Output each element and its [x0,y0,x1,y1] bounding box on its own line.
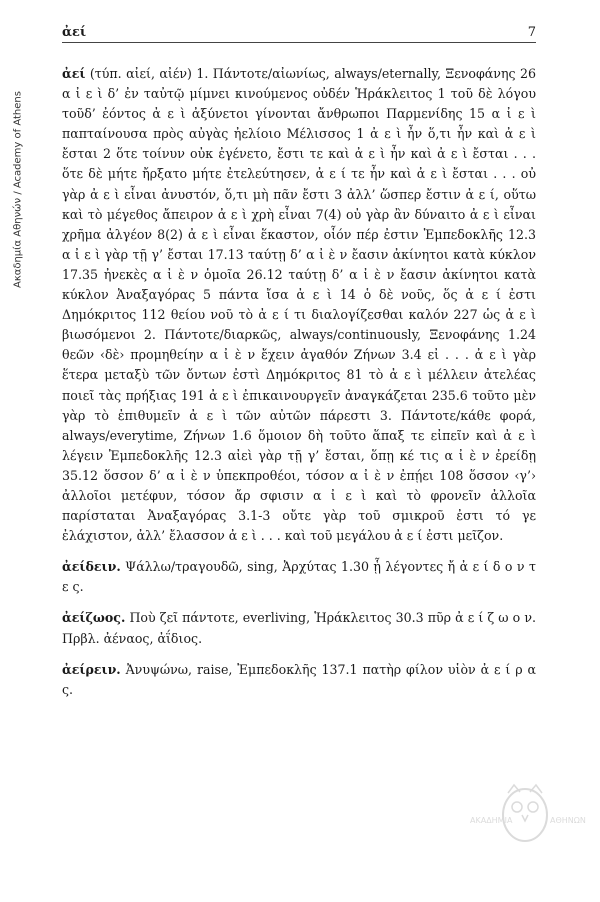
entry-headword: ἀείζωος. [62,610,126,626]
entry-body: Ποὺ ζεῖ πάντοτε, everliving, Ἡράκλειτος 30.3 πῦρ ἀ ε ί ζ ω ο ν. Πρβλ. ἀέναος, ἀΐδιος. [62,610,536,646]
entry-aei [62,64,536,546]
entry-body: Ψάλλω/τραγουδῶ, sing, Ἀρχύτας 1.30 ᾗ λέγοντες ἤ ἀ ε ί δ ο ν τ ε ς. [62,559,536,595]
academy-seal-watermark [450,775,600,865]
svg-text:ΑΘΗΝΩΝ: ΑΘΗΝΩΝ [550,816,586,825]
entry-aeirein [62,660,536,700]
entry-aeizoos [62,608,536,648]
entry-body: Ἀνυψώνω, raise, Ἐμπεδοκλῆς 137.1 πατὴρ φίλον υἱὸν ἀ ε ί ρ α ς. [62,661,536,697]
page-number: 7 [527,25,536,40]
header-headword: ἀεί [62,25,87,40]
entry-body: (τύπ. αἰεί, αἰέν) 1. Πάντοτε/αἰωνίως, always/eternally, Ξενοφάνης 26 α ἰ ε ὶ δ’ ἐν ταὐτῷ μίμνει κινούμενος οὐδέν Ἡράκλειτος 1 τοῦ δὲ λόγου τοῦδ’ ἐόντος ἀ ε ὶ ἀξύνετοι γίνονται ἄνθρωποι Παρμενίδης 15 α ἰ ε ὶ παπταίνουσα πρὸς αὐγὰς ἠελίοιο Μέλισσος 1 ἀ ε ὶ ἦν ὅ,τι ἦν καὶ ἀ ε ὶ ἔσται 2 ὅτε τοίνυν οὐκ ἐγένετο, ἔστι τε καὶ ἀ ε ὶ ἦν καὶ ἀ ε ὶ ἔσται . . . ὅτε δὲ μήτε ἤρξατο μήτε ἐτελεύτησεν, ἀ ε ί τε ἦν καὶ ἀ ε ὶ ἔσται . . . οὐ γὰρ ἀ ε ὶ εἶναι ἀνυστόν, ὅ,τι μὴ πᾶν ἔστι 3 ἀλλ’ ὥσπερ ἔστιν ἀ ε ί, οὕτω καὶ τὸ μέγεθος ἄπειρον ἀ ε ὶ χρὴ εἶναι 7(4) οὐ γὰρ ἂν δύναιτο ἀ ε ὶ εἶναι χρῆμα ἀλγέον 8(2) ἀ ε ὶ εἶναι ἕκαστον, οἷόν πέρ ἐστιν Ἐμπεδοκλῆς 12.3 α ἰ ε ὶ γὰρ τῇ γ’ ἔσται 17.13 ταύτῃ δ’ α ἰ ὲ ν ἔασιν ἀκίνητοι κατὰ κύκλον 17.35 ἠνεκὲς α ἰ ὲ ν ὁμοῖα 26.12 ταύτῃ δ’ α ἰ ὲ ν ἔασιν ἀκίνητοι κατὰ κύκλον Ἀναξαγόρας 5 πάντα ἴσα ἀ ε ὶ 14 ὁ δὲ νοῦς, ὅς ἀ ε ί ἐστι Δημόκριτος 112 θείου νοῦ τὸ ἀ ε ί τι διαλογίζεσθαι καλόν 227 ὡς ἀ ε ὶ βιωσόμενοι 2. Πάντοτε/διαρκῶς, always/continuously, Ξενοφάνης 1.24 θεῶν ‹δὲ› προμηθείην α ἰ ὲ ν ἔχειν ἀγαθόν Ζήνων 3.4 εἰ . . . ἀ ε ὶ γὰρ ἕτερα μεταξὺ τῶν ὄντων ἐστὶ Δημόκριτος 81 τὸ ἀ ε ὶ μέλλειν ἀτελέας ποιεῖ τὰς πρήξιας 191 ἀ ε ὶ ἐπικαινουργεῖν ἀναγκάζεται 235.6 τοῦτο μὲν γὰρ τὸ ἐπιθυμεῖν ἀ ε ὶ τῶν αὐτῶν πάρεστι 3. Πάντοτε/κάθε φορά, always/everytime, Ζήνων 1.6 ὅμοιον δὴ τοῦτο ἅπαξ τε εἰπεῖν καὶ ἀ ε ὶ λέγειν Ἐμπεδοκλῆς 12.3 αἰεὶ γὰρ τῇ γ’ ἔσται, ὅπῃ κέ τις α ἰ ὲ ν ἐρείδῃ 35.12 ὅσσον δ’ α ἰ ὲ ν ὑπεκπροθέοι, τόσον α ἰ ὲ ν ἐπῄει 108 ὅσσον ‹γ’› ἀλλοῖοι μετέφυν, τόσον ἄρ σφισιν α ἰ ε ὶ καὶ τὸ φρονεῖν ἀλλοῖα παρίσταται Ἀναξαγόρας 3.1-3 οὔτε γὰρ τοῦ σμικροῦ ἐστι τό γε ἐλάχιστον, ἀλλ’ ἔλασσον ἀ ε ὶ . . . καὶ τοῦ μεγάλου ἀ ε ί ἐστι μεῖζον. [62,66,536,544]
sidebar-watermark-text: Ακαδημία Αθηνών / Academy of Athens [12,91,24,289]
entry-headword: ἀεί [62,66,86,81]
entry-headword: ἀείδειν. [62,559,121,575]
svg-text:ΑΚΑΔΗΜΙΑ: ΑΚΑΔΗΜΙΑ [470,816,513,825]
entry-aeidein [62,557,536,597]
dictionary-entries [62,64,536,711]
running-header [62,24,536,43]
entry-headword: ἀείρειν. [62,661,121,677]
owl-emblem-icon [450,775,600,865]
